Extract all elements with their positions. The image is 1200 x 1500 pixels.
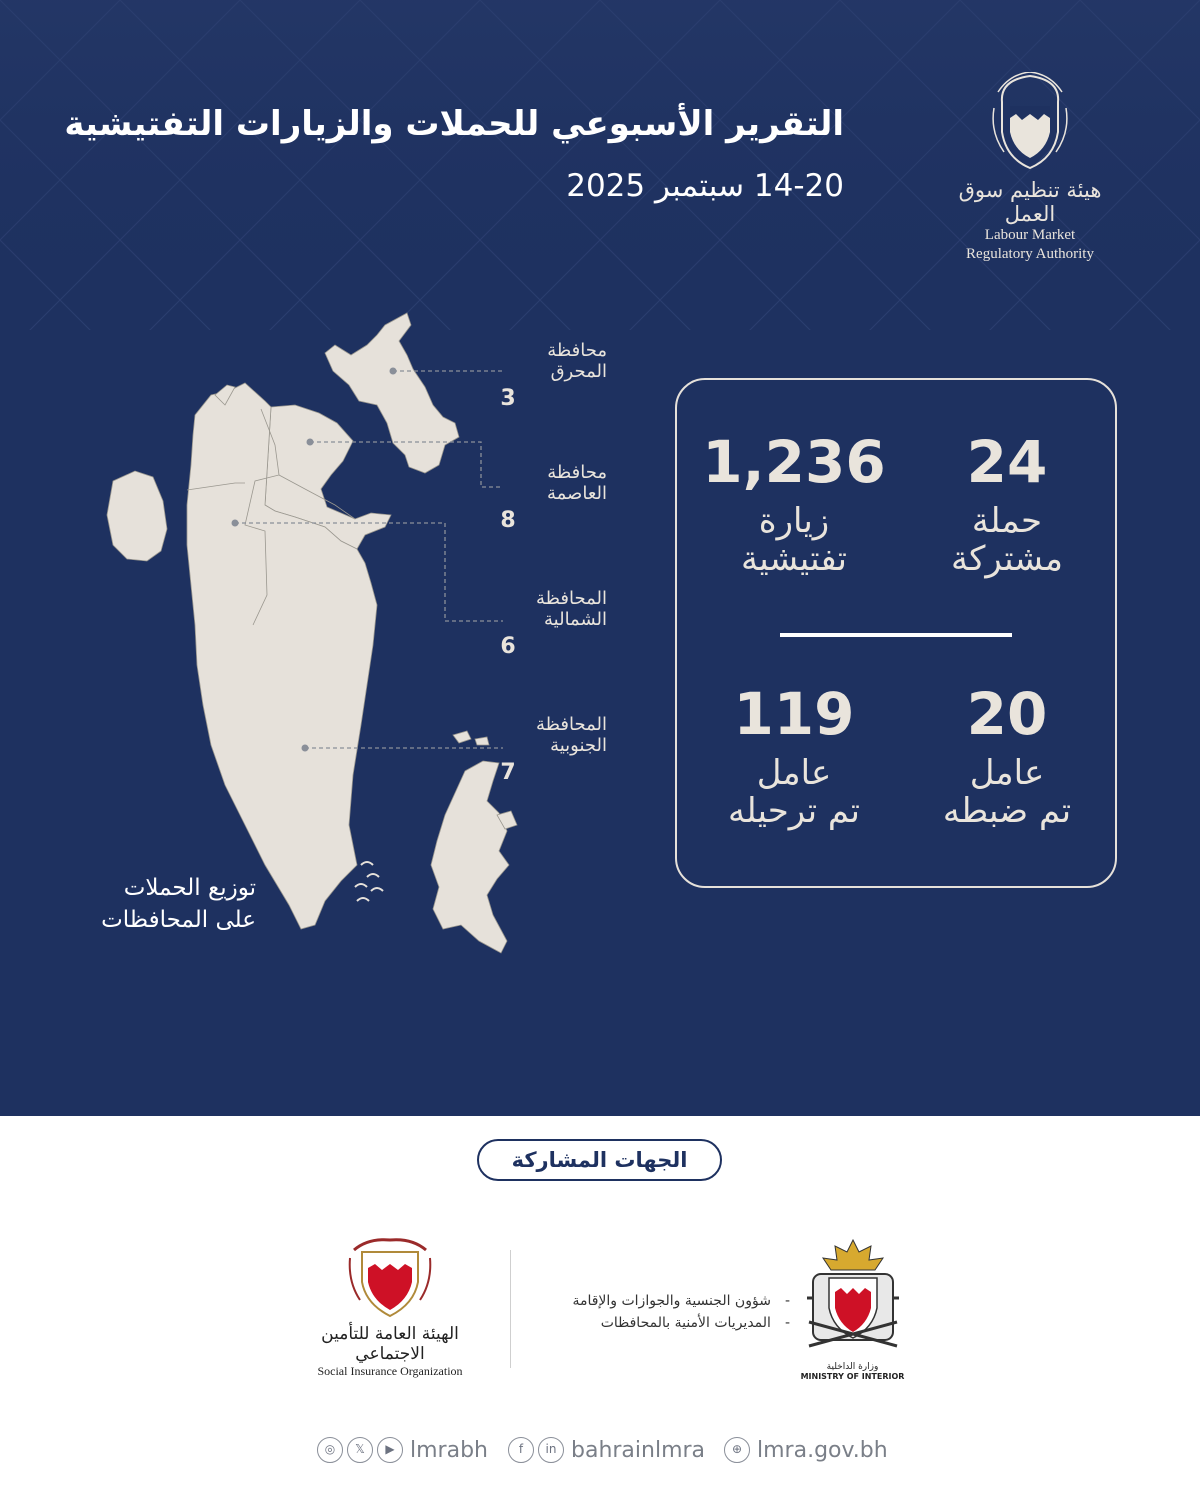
stat-label: مشتركة (951, 539, 1063, 579)
stat-label: تم ترحيله (728, 791, 860, 831)
stat-inspection-visits (694, 430, 894, 578)
x-icon[interactable]: 𝕏 (347, 1437, 373, 1463)
moi-english-name: MINISTRY OF INTERIOR (800, 1372, 905, 1381)
stat-label: تم ضبطه (942, 791, 1072, 831)
website-link[interactable]: lmra.gov.bh (757, 1438, 888, 1463)
distribution-title-line2: على المحافظات (101, 907, 256, 933)
hawar-islands (431, 761, 509, 953)
governorate-capital (447, 462, 607, 531)
stat-joint-campaigns (907, 430, 1107, 578)
footer (0, 1434, 1200, 1470)
governorate-label: الشمالية (544, 609, 607, 630)
stat-label: زيارة (758, 501, 830, 541)
governorate-count: 8 (500, 508, 516, 533)
moi-department-item: -شؤون الجنسية والجوازات والإقامة (572, 1293, 790, 1309)
participating-parties-heading: الجهات المشاركة (477, 1139, 722, 1181)
facebook-icon[interactable]: f (508, 1437, 534, 1463)
stat-value: 1,236 (702, 428, 886, 496)
moi-logo (800, 1238, 905, 1381)
governorate-label: المحافظة (535, 714, 607, 735)
report-title: التقرير الأسبوعي للحملات والزيارات التفتيشية (64, 104, 844, 144)
linkedin-icon[interactable]: in (538, 1437, 564, 1463)
logos-separator (510, 1250, 511, 1368)
governorate-label: محافظة (547, 462, 607, 483)
stat-workers-deported (694, 682, 894, 830)
governorate-southern (447, 714, 607, 783)
governorate-label: المحرق (550, 361, 607, 382)
distribution-title (101, 872, 256, 936)
stat-label: عامل (756, 753, 832, 793)
umm-nasan (107, 471, 167, 561)
youtube-icon[interactable]: ▶ (377, 1437, 403, 1463)
moi-departments-list (572, 1290, 790, 1334)
globe-icon[interactable]: ⊕ (724, 1437, 750, 1463)
distribution-title-line1: توزيع الحملات (123, 875, 256, 901)
governorate-count: 3 (500, 386, 516, 411)
stat-label: عامل (969, 753, 1045, 793)
sio-logo (290, 1238, 490, 1379)
report-date-range: 14-20 سبتمبر 2025 (566, 168, 844, 204)
governorate-label: محافظة (547, 340, 607, 361)
instagram-icon[interactable]: ◎ (317, 1437, 343, 1463)
moi-arabic-name: وزارة الداخلية (826, 1362, 879, 1372)
handle-bahrainlmra-link[interactable]: bahrainlmra (571, 1438, 706, 1463)
moi-department-item: -المديريات الأمنية بالمحافظات (600, 1315, 790, 1331)
sio-english-name: Social Insurance Organization (317, 1364, 463, 1378)
lmra-english-line1: Labour Market (984, 227, 1076, 243)
lmra-arabic-name: هيئة تنظيم سوق العمل (958, 178, 1102, 226)
stats-divider (780, 633, 1012, 637)
governorate-count: 7 (500, 760, 516, 785)
governorate-muharraq (447, 340, 607, 409)
sio-arabic-name: الهيئة العامة للتأمين الاجتماعي (321, 1324, 459, 1364)
stat-workers-arrested (907, 682, 1107, 830)
governorate-label: العاصمة (547, 483, 607, 504)
lmra-english-line2: Regulatory Authority (966, 246, 1094, 262)
lmra-emblem-icon (990, 72, 1070, 172)
stat-label: تفتيشية (740, 539, 847, 579)
stat-value: 119 (733, 680, 855, 748)
moi-emblem-icon (803, 1238, 903, 1358)
stat-value: 20 (966, 680, 1048, 748)
governorate-count: 6 (500, 634, 516, 659)
stat-label: حملة (971, 501, 1043, 541)
handle-lmrabh-link[interactable]: lmrabh (410, 1438, 488, 1463)
governorate-label: المحافظة (535, 588, 607, 609)
stat-value: 24 (966, 428, 1048, 496)
lmra-logo (940, 72, 1120, 264)
governorate-northern (447, 588, 607, 657)
governorate-label: الجنوبية (550, 735, 607, 756)
sio-emblem-icon (348, 1238, 432, 1318)
